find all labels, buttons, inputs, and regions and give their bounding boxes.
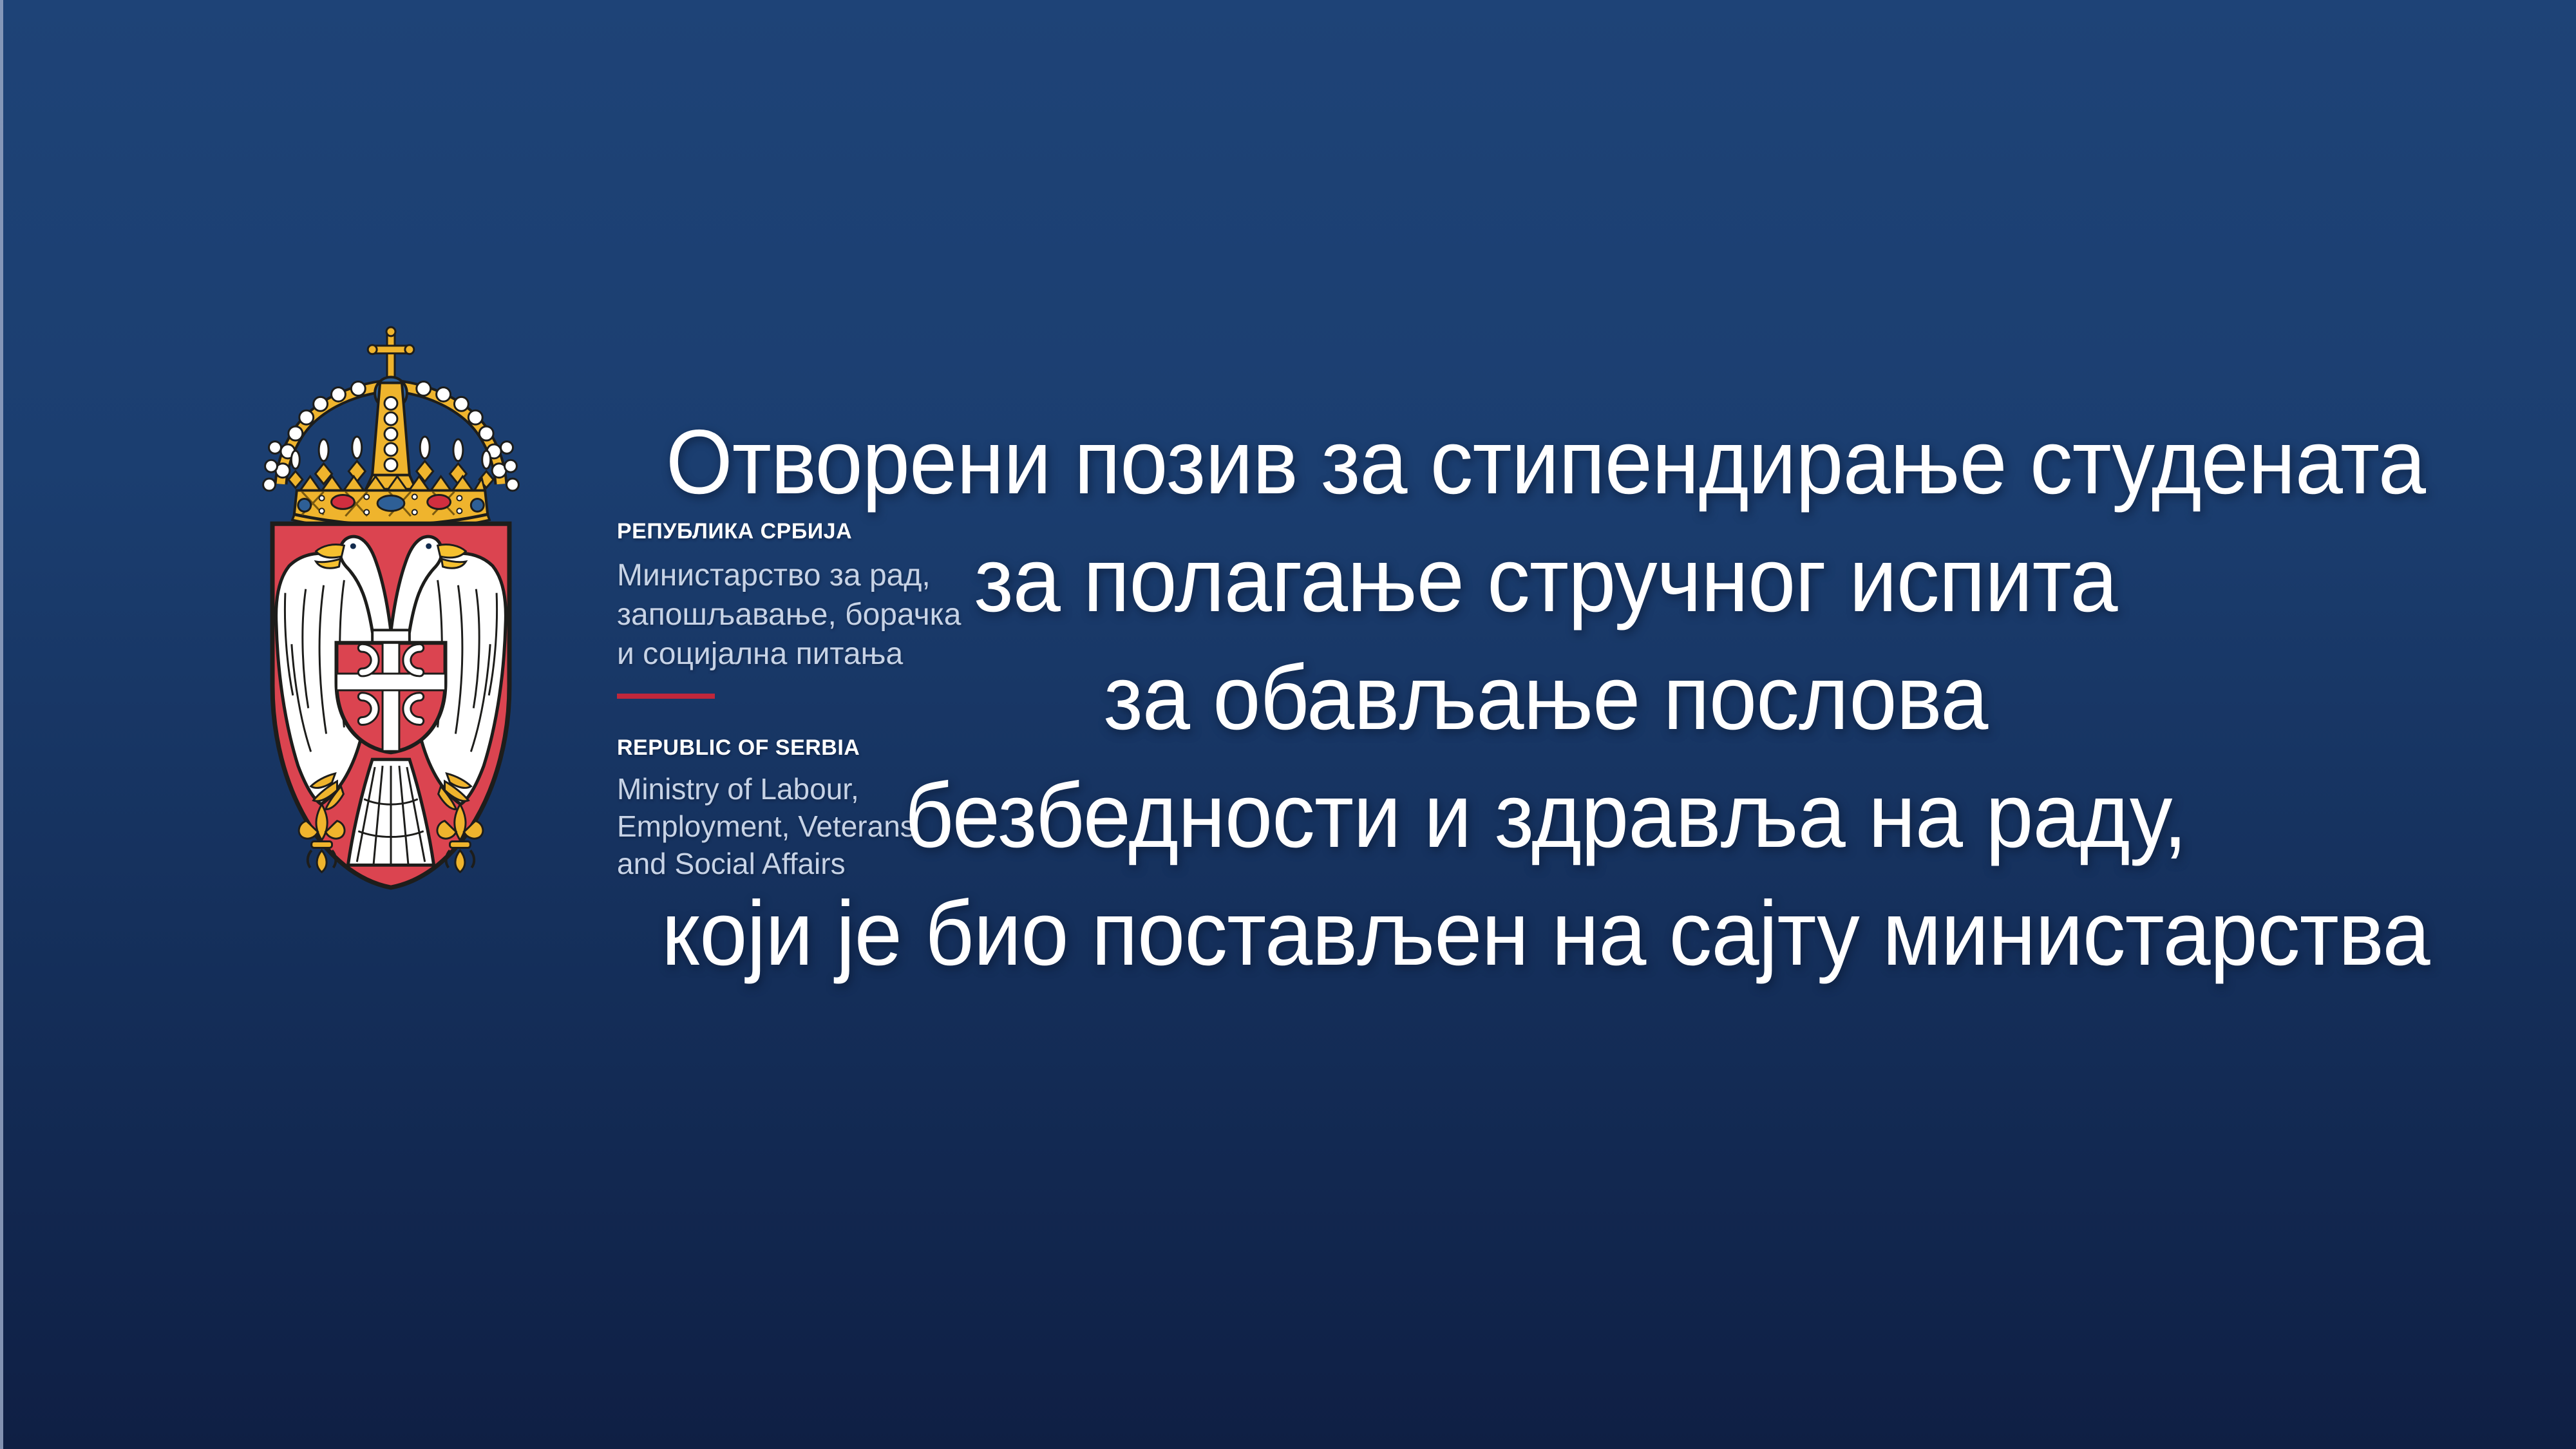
title-line-4: безбедности и здравља на раду, — [904, 764, 2187, 867]
country-name-english: REPUBLIC OF SERBIA — [617, 735, 860, 760]
title-line-2: за полагање стручног испита — [974, 529, 2117, 631]
country-name-serbian: РЕПУБЛИКА СРБИЈА — [617, 519, 853, 544]
title-line-3: за обављање послова — [1103, 647, 1988, 749]
ministry-name-english-line-1: Ministry of Labour, — [617, 772, 859, 806]
ministry-name-serbian-line-1: Министарство за рад, — [617, 558, 931, 592]
shield — [272, 524, 509, 887]
announcement-title — [551, 403, 2541, 992]
ministry-name-serbian-line-2: запошљавање, борачка — [617, 598, 961, 632]
serbia-coat-of-arms-icon — [247, 324, 535, 900]
ministry-name-english-line-3: and Social Affairs — [617, 847, 846, 880]
ministry-name-english-line-2: Employment, Veterans — [617, 810, 915, 843]
title-line-1: Отворени позив за стипендирање студената — [665, 411, 2426, 513]
ministry-name-serbian-line-3: и социјална питања — [617, 637, 904, 671]
crown — [263, 327, 519, 531]
title-line-5: који је био постављен на сајту министарства — [661, 882, 2430, 985]
left-edge-strip — [0, 0, 3, 1449]
